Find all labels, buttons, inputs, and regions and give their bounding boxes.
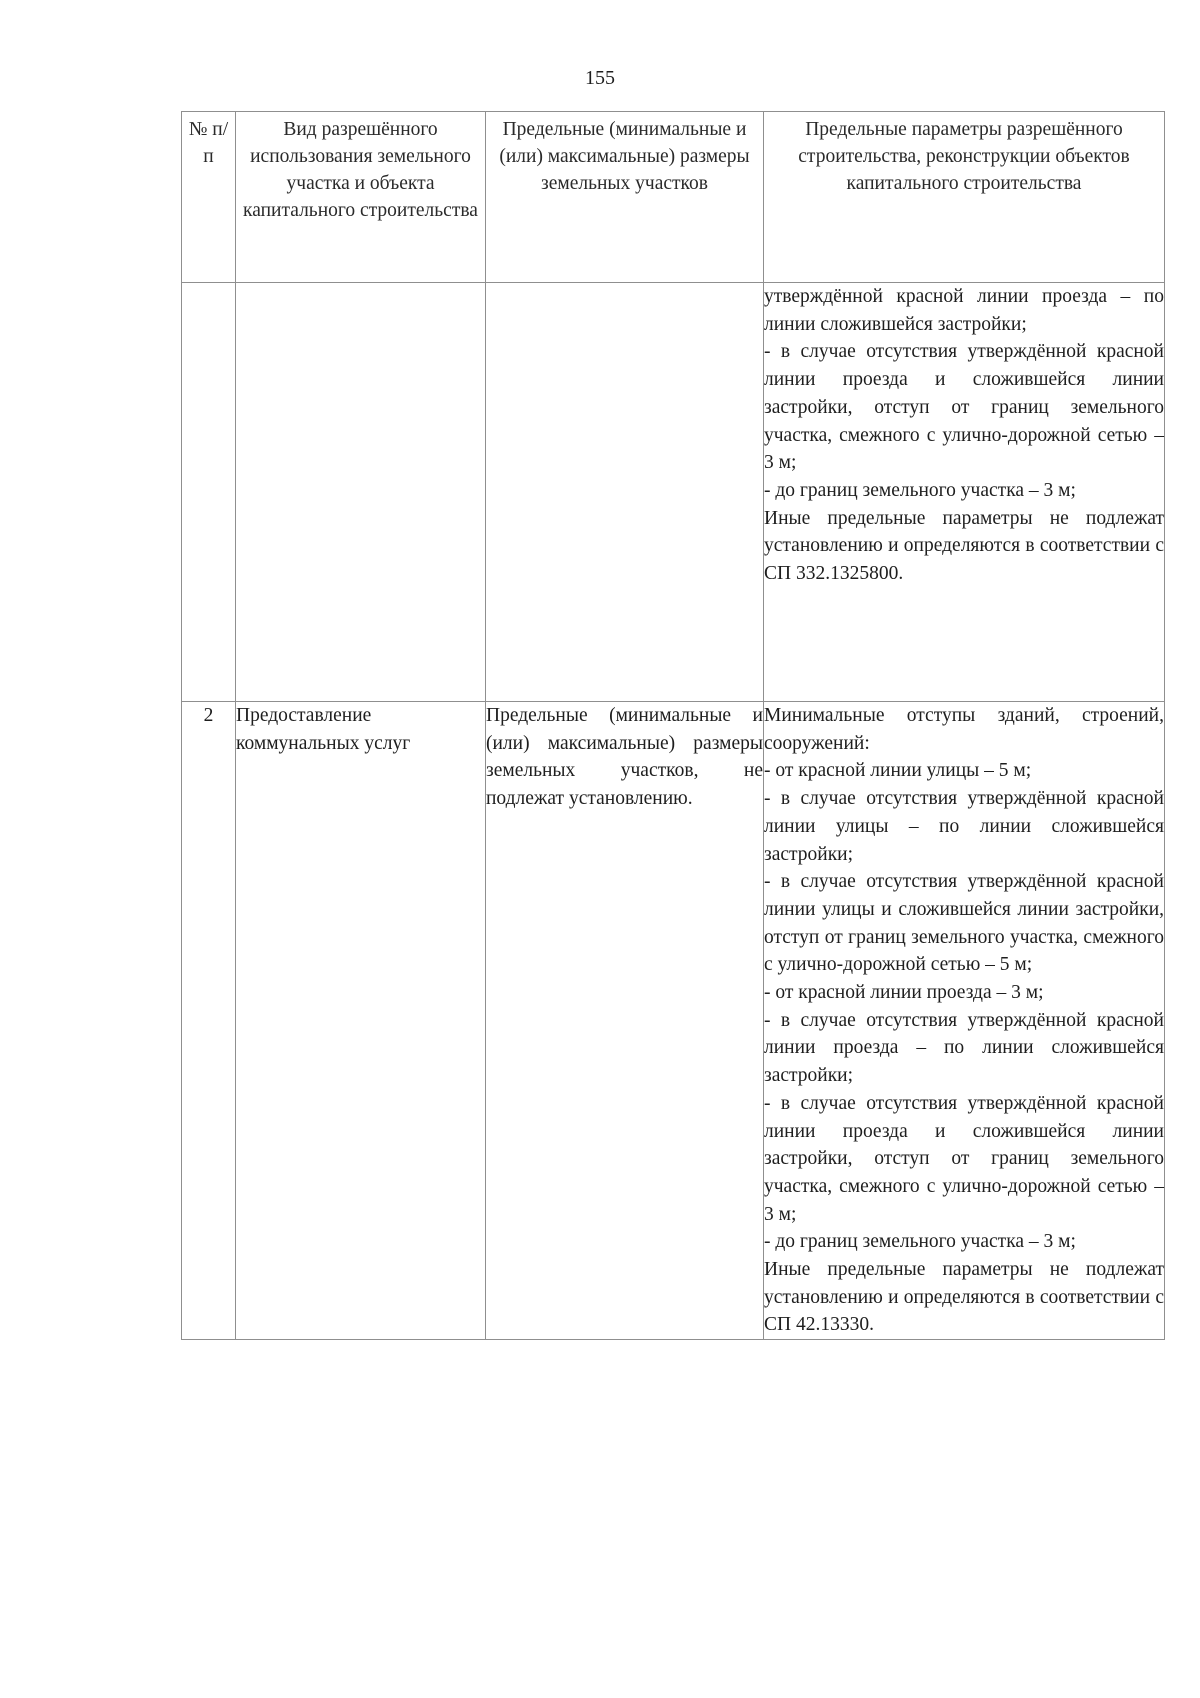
row-number bbox=[182, 283, 236, 702]
params-cell bbox=[764, 702, 1165, 1340]
regulations-table bbox=[181, 111, 1165, 1340]
param-line: Иные предельные параметры не подлежат установлению и определяются в соответствии с СП 332.1325800. bbox=[764, 507, 1164, 585]
param-line: утверждённой красной линии проезда – по линии сложившейся застройки; bbox=[764, 286, 1164, 335]
header-use-type: Вид разрешённого использования земельного участка и объекта капитального строительства bbox=[236, 112, 486, 283]
header-params: Предельные параметры разрешённого строительства, реконструкции объектов капитального строительства bbox=[764, 112, 1165, 283]
param-line: - в случае отсутствия утверждённой красной линии проезда и сложившейся линии застройки, отступ от границ земельного участка, смежного с улично-дорожной сетью – 3 м; bbox=[764, 341, 1164, 474]
use-type-cell bbox=[236, 283, 486, 702]
param-line: - от красной линии улицы – 5 м; bbox=[764, 760, 1032, 782]
param-line: - в случае отсутствия утверждённой красной линии улицы – по линии сложившейся застройки; bbox=[764, 788, 1164, 865]
header-plot-sizes: Предельные (минимальные и (или) максимальные) размеры земельных участков bbox=[486, 112, 764, 283]
plot-sizes-cell bbox=[486, 283, 764, 702]
table-row bbox=[182, 702, 1165, 1340]
plot-sizes-cell: Предельные (минимальные и (или) максимальные) размеры земельных участков, не подлежат установлению. bbox=[486, 702, 764, 1340]
param-line: Иные предельные параметры не подлежат установлению и определяются в соответствии с СП 42.13330. bbox=[764, 1259, 1164, 1336]
param-line: - в случае отсутствия утверждённой красной линии проезда и сложившейся линии застройки, отступ от границ земельного участка, смежного с улично-дорожной сетью – 3 м; bbox=[764, 1092, 1164, 1225]
page-number: 155 bbox=[585, 67, 615, 89]
param-line: - от красной линии проезда – 3 м; bbox=[764, 982, 1044, 1004]
param-line: Минимальные отступы зданий, строений, сооружений: bbox=[764, 705, 1164, 754]
use-type-cell: Предоставление коммунальных услуг bbox=[236, 702, 486, 1340]
header-number: № п/п bbox=[182, 112, 236, 283]
param-line: - в случае отсутствия утверждённой красной линии улицы и сложившейся линии застройки, отступ от границ земельного участка, смежного с улично-дорожной сетью – 5 м; bbox=[764, 871, 1164, 976]
row-number: 2 bbox=[182, 702, 236, 1340]
param-line: - до границ земельного участка – 3 м; bbox=[764, 479, 1076, 501]
params-cell bbox=[764, 283, 1165, 702]
param-line: - до границ земельного участка – 3 м; bbox=[764, 1231, 1076, 1253]
param-line: - в случае отсутствия утверждённой красной линии проезда – по линии сложившейся застройки; bbox=[764, 1009, 1164, 1087]
table-header-row bbox=[182, 112, 1165, 283]
table-row bbox=[182, 283, 1165, 702]
